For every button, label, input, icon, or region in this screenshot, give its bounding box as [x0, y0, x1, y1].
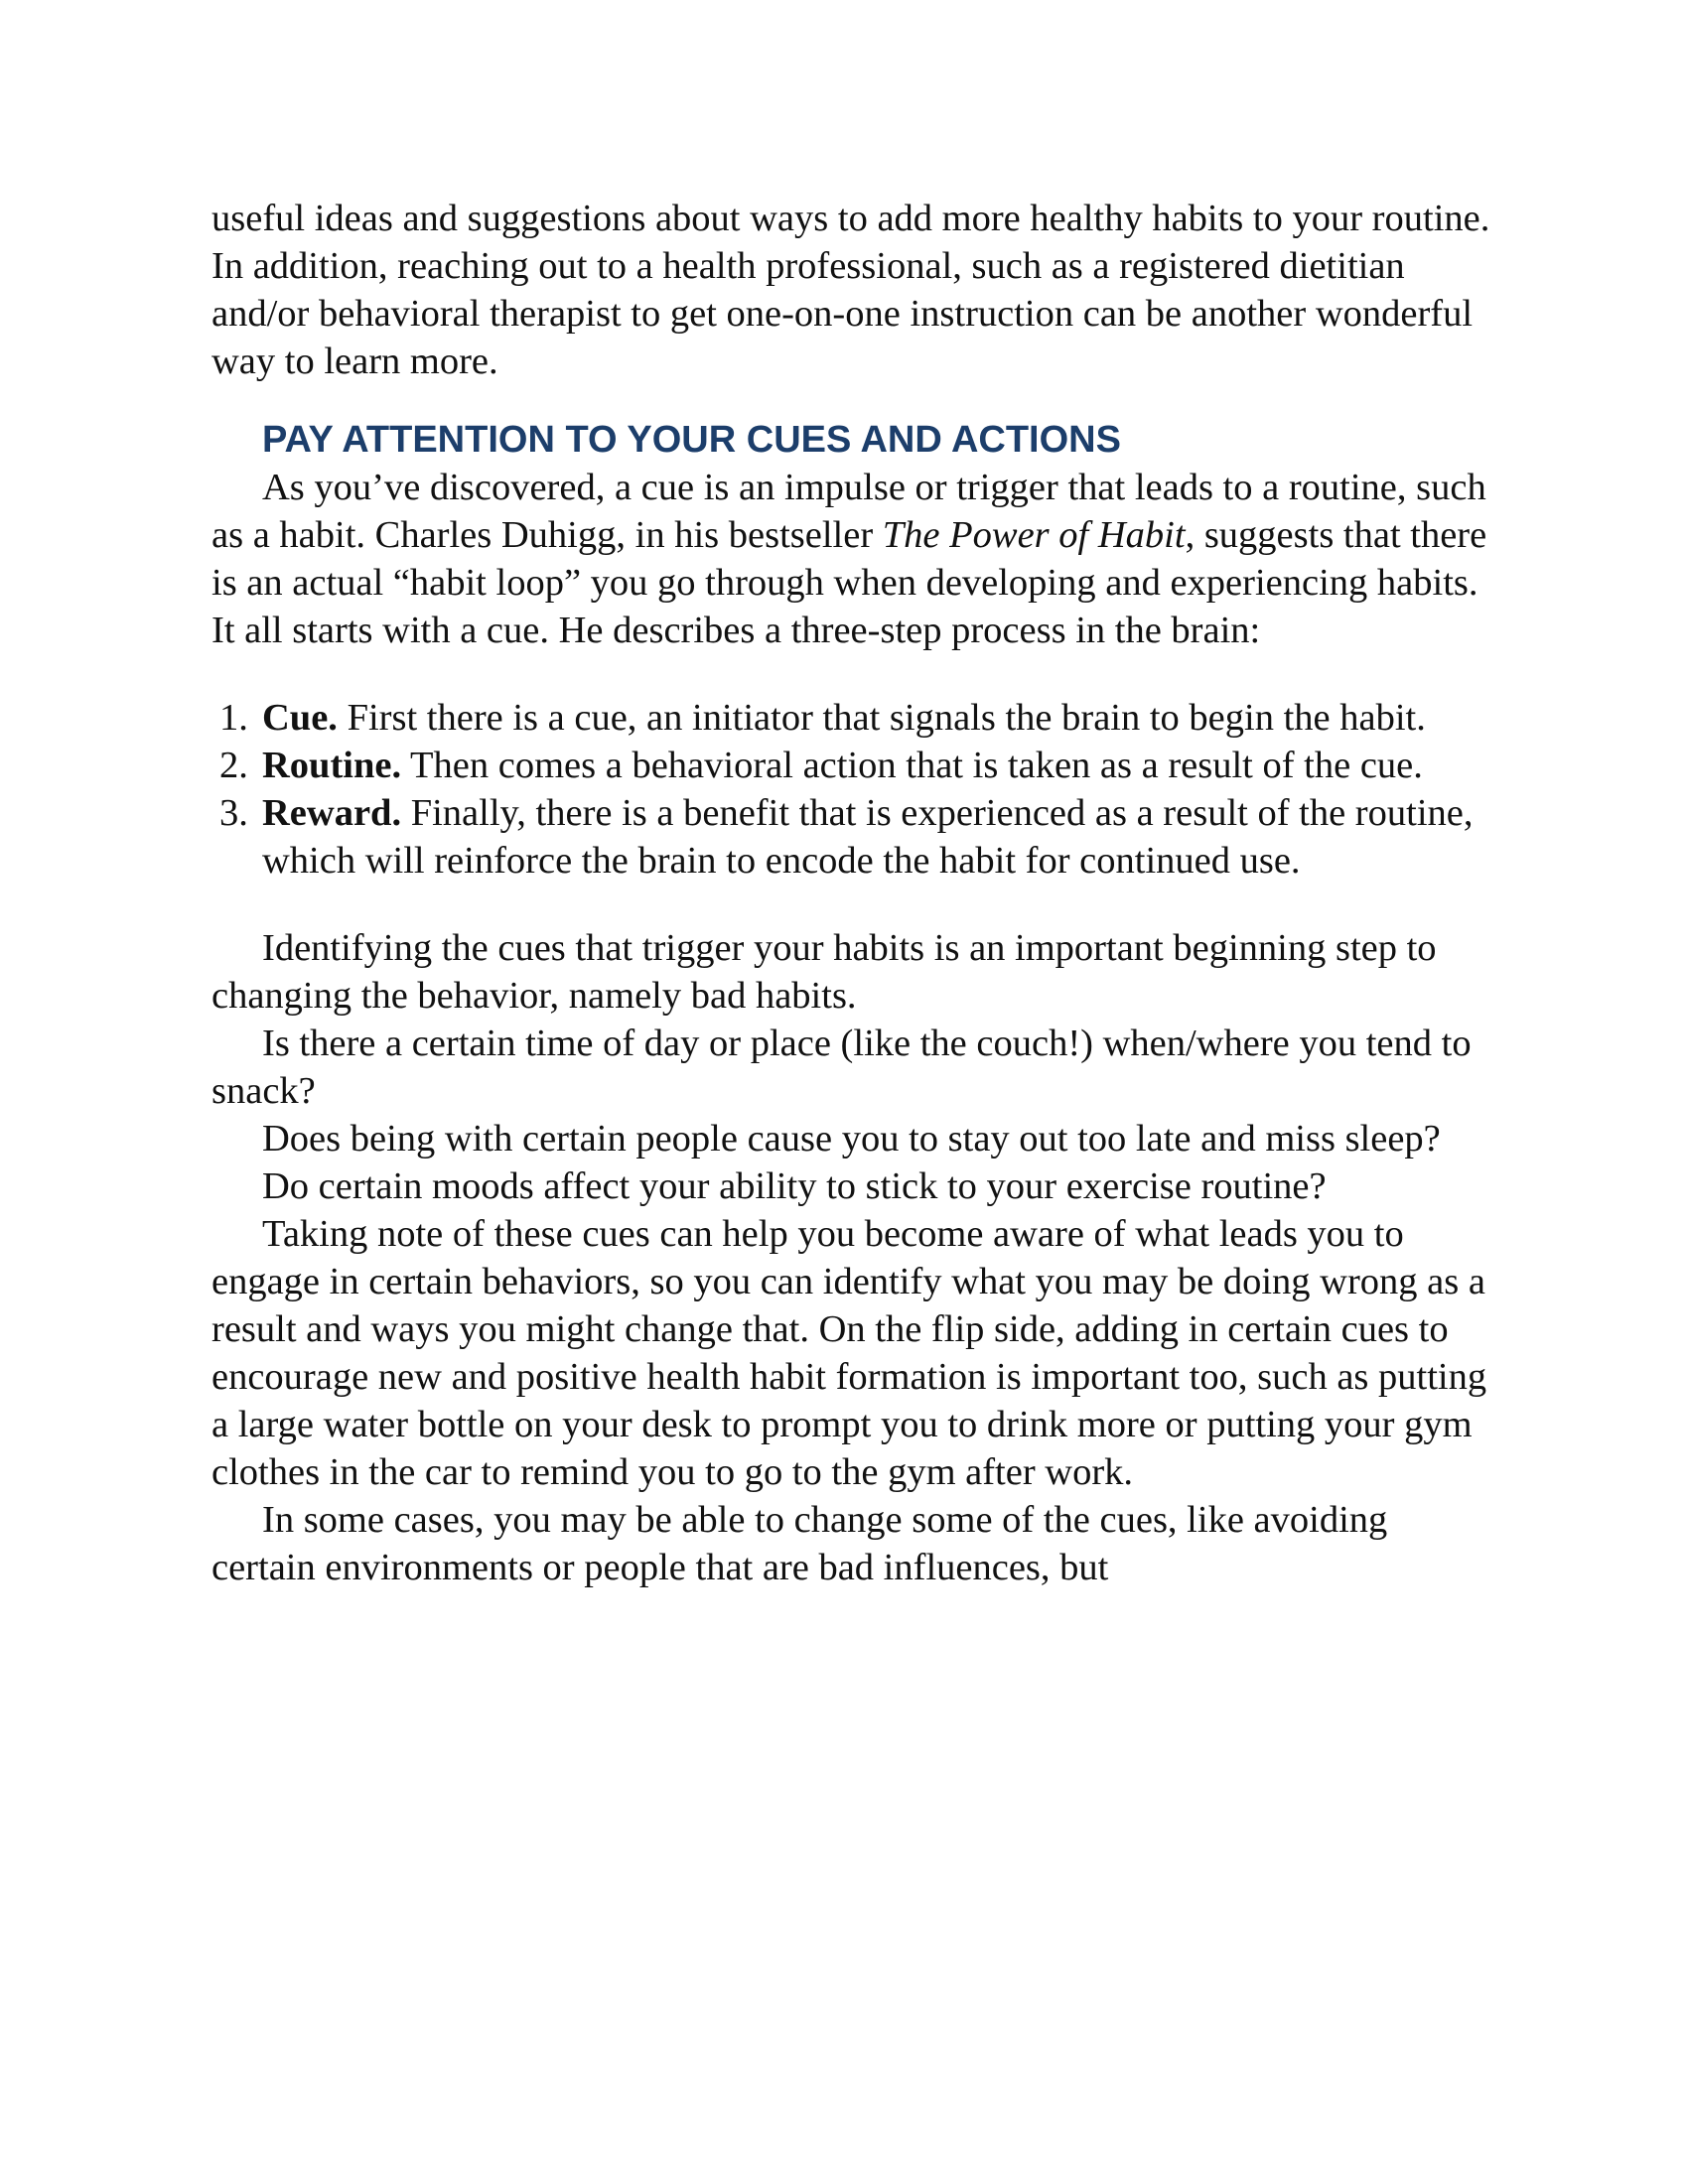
list-item: [211, 789, 1492, 885]
book-title: The Power of Habit: [882, 514, 1186, 556]
body-paragraph: Do certain moods affect your ability to stick to your exercise routine?: [262, 1165, 1327, 1207]
list-item: [211, 742, 1492, 789]
step-term: Cue.: [262, 697, 338, 739]
body-paragraph: Identifying the cues that trigger your habits is an important beginning step to changing the behavior, namely bad habits.: [211, 927, 1437, 1017]
step-term: Reward.: [262, 792, 402, 834]
list-number: 2.: [219, 745, 248, 786]
step-term: Routine.: [262, 745, 402, 786]
body-paragraph: Taking note of these cues can help you become aware of what leads you to engage in certain behaviors, so you can identify what you may be doing wrong as a result and ways you might change that. On the flip side, adding in certain cues to encourage new and positive health habit formation is important too, such as putting a large water bottle on your desk to prompt you to drink more or putting your gym clothes in the car to remind you to go to the gym after work.: [211, 1213, 1487, 1493]
list-number: 1.: [219, 697, 248, 739]
paragraph-text: , suggests that there is an actual “habit loop” you go through when developing and experiencing habits. It all starts with a cue. He describes a three-step process in the brain:: [211, 514, 1487, 651]
body-paragraph: In some cases, you may be able to change some of the cues, like avoiding certain environments or people that are bad influences, but: [211, 1499, 1388, 1588]
intro-paragraph: useful ideas and suggestions about ways to add more healthy habits to your routine. In addition, reaching out to a health professional, such as a registered dietitian and/or behavioral therapist to get one-on-one instruction can be another wonderful way to learn more.: [211, 198, 1490, 382]
body-paragraph: Is there a certain time of day or place (like the couch!) when/where you tend to snack?: [211, 1023, 1472, 1112]
paragraph-text: As you’ve discovered, a cue is an impulse or trigger that leads to a routine, such as a habit. Charles Duhigg, in his bestseller: [211, 467, 1486, 556]
section-heading: PAY ATTENTION TO YOUR CUES AND ACTIONS: [262, 419, 1121, 461]
step-text: First there is a cue, an initiator that signals the brain to begin the habit.: [337, 697, 1426, 739]
step-text: Then comes a behavioral action that is taken as a result of the cue.: [401, 745, 1423, 786]
page-content: [211, 195, 1492, 1591]
list-item: [211, 694, 1492, 742]
list-number: 3.: [219, 792, 248, 834]
body-paragraph-habit-loop: [211, 464, 1492, 654]
body-paragraph: Does being with certain people cause you to stay out too late and miss sleep?: [262, 1118, 1441, 1160]
step-text: Finally, there is a benefit that is experienced as a result of the routine, which will reinforce the brain to encode the habit for continued use.: [262, 792, 1474, 882]
habit-loop-steps: [211, 694, 1492, 885]
